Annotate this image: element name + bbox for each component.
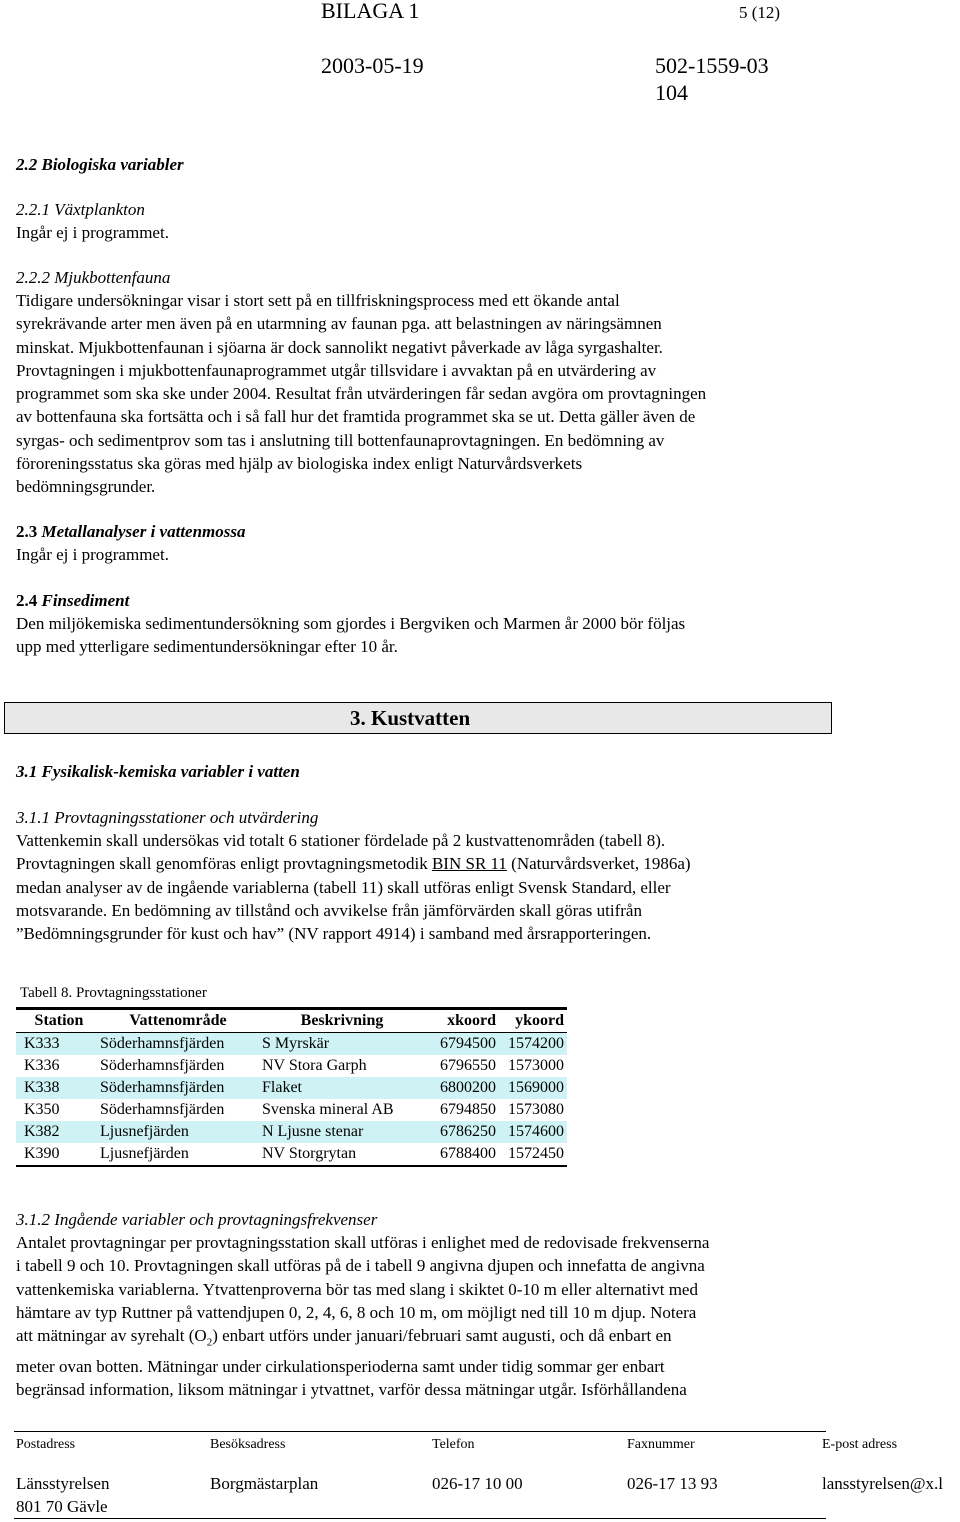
section-body-3-1-2 — [16, 1231, 846, 1401]
table-cell: 1574600 — [496, 1121, 567, 1143]
table-cell: Flaket — [256, 1077, 422, 1099]
table-row — [16, 1055, 567, 1077]
paragraph-line: motsvarande. En bedömning av tillstånd och avvikelse från jämförvärden skall göras utifrån — [16, 900, 642, 920]
table-row — [16, 1033, 567, 1056]
paragraph-line: Vattenkemin skall undersökas vid totalt 6 stationer fördelade på 2 kustvattenområden (tabell 8). — [16, 831, 666, 850]
paragraph-line: minskat. Mjukbottenfaunan i sjöarna är dock sannolikt negativt påverkade av låga syrgashalter. — [16, 337, 663, 357]
table-cell: K336 — [24, 1057, 60, 1074]
paragraph-line: bedömningsgrunder. — [16, 477, 156, 497]
table-cell: N Ljusne stenar — [256, 1121, 422, 1143]
table-cell: NV Storgrytan — [256, 1143, 422, 1166]
text-span: (Naturvårdsverket, 1986a) — [506, 854, 691, 874]
footer-postadress: Länsstyrelsen — [16, 1474, 110, 1493]
footer-label-postadress: Postadress — [16, 1437, 76, 1452]
table-cell: Söderhamnsfjärden — [100, 1057, 225, 1074]
chapter-title: 3. Kustvatten — [350, 706, 471, 730]
section-body-2-4 — [16, 612, 846, 659]
paragraph-line: Den miljökemiska sedimentundersökning som gjordes i Bergviken och Marmen år 2000 bör följas — [16, 614, 686, 633]
paragraph-line — [16, 852, 846, 875]
document-date: 2003-05-19 — [321, 53, 424, 78]
section-text-2-3: Ingår ej i programmet. — [16, 545, 169, 564]
footer-besoksadress: Borgmästarplan — [210, 1474, 319, 1493]
chapter-banner — [4, 702, 832, 734]
footer-label-fax: Faxnummer — [627, 1437, 695, 1452]
paragraph-line: hämtare av typ Ruttner på vattendjupen 0, 2, 4, 6, 8 och 10 m, om möjligt ned till 10 m djup. Notera — [16, 1302, 697, 1322]
footer-postadress-line2: 801 70 Gävle — [16, 1497, 108, 1516]
section-heading-2-2-2: 2.2.2 Mjukbottenfauna — [16, 268, 171, 287]
paragraph-line: Tidigare undersökningar visar i stort sett på en tillfriskningsprocess med ett ökande antal — [16, 291, 620, 310]
table-row — [16, 1099, 567, 1121]
document-title: BILAGA 1 — [321, 0, 420, 23]
paragraph-line: upp med ytterligare sedimentundersökningar efter 10 år. — [16, 637, 398, 657]
table-caption: Tabell 8. Provtagningsstationer — [20, 985, 207, 1001]
table-cell: Ljusnefjärden — [94, 1121, 256, 1143]
column-header: Vattenområde — [94, 1009, 256, 1033]
table-cell: 1569000 — [496, 1077, 567, 1099]
table-cell: 6794850 — [440, 1101, 496, 1118]
text-span: ) enbart utförs under januari/februari samt augusti, och då enbart en — [212, 1326, 672, 1346]
section-title: Metallanalyser i vattenmossa — [41, 522, 246, 541]
table-cell: 6800200 — [422, 1077, 496, 1099]
section-text-2-2-1: Ingår ej i programmet. — [16, 223, 169, 242]
paragraph-line: föroreningsstatus ska göras med hjälp av biologiska index enligt Naturvårdsverkets — [16, 454, 583, 474]
section-heading-2-2: 2.2 Biologiska variabler — [16, 155, 184, 174]
text-span: Provtagningen skall genomföras enligt provtagningsmetodik — [16, 854, 432, 874]
section-body-3-1-1 — [16, 829, 846, 945]
table-header-row — [16, 1009, 567, 1033]
method-link[interactable]: BIN SR 11 — [431, 854, 507, 874]
footer-bottom-rule — [14, 1518, 826, 1519]
table-cell: 1572450 — [496, 1143, 567, 1166]
table-cell: K338 — [16, 1077, 94, 1099]
paragraph-line: syrgas- och sedimentprov som tas i anslutning till bottenfaunaprovtagningen. En bedömning av — [16, 430, 665, 450]
column-header: xkoord — [422, 1009, 496, 1033]
table-cell: Svenska mineral AB — [262, 1101, 394, 1118]
paragraph-line: ”Bedömningsgrunder för kust och hav” (NV rapport 4914) i samband med årsrapporteringen. — [16, 924, 652, 944]
paragraph-line — [16, 1324, 846, 1355]
section-heading-2-4 — [16, 589, 129, 612]
section-number: 2.3 — [16, 522, 38, 541]
table-cell: K382 — [16, 1121, 94, 1143]
paragraph-line: syrekrävande arter men även på en utarmning av faunan pga. att belastningen av näringsämnen — [16, 314, 662, 334]
footer-label-telefon: Telefon — [432, 1437, 475, 1452]
section-heading-3-1-1: 3.1.1 Provtagningsstationer och utvärdering — [16, 808, 319, 827]
table-cell: NV Stora Garph — [262, 1057, 367, 1074]
footer-fax: 026-17 13 93 — [627, 1474, 718, 1493]
table-cell: 1573000 — [508, 1057, 564, 1074]
table-cell: Söderhamnsfjärden — [100, 1101, 225, 1118]
footer-top-rule — [14, 1431, 826, 1432]
footer-label-epost: E-post adress — [822, 1437, 898, 1452]
section-heading-2-2-1: 2.2.1 Växtplankton — [16, 200, 145, 219]
subscript: 2 — [206, 1336, 213, 1349]
table-cell: 6786250 — [422, 1121, 496, 1143]
table-row — [16, 1077, 567, 1099]
table-cell: Söderhamnsfjärden — [94, 1033, 256, 1056]
table-cell: 6788400 — [422, 1143, 496, 1166]
footer-telefon: 026-17 10 00 — [432, 1474, 523, 1493]
document-reference-suffix: 104 — [655, 80, 688, 105]
paragraph-line: vattenkemiska variablerna. Ytvattenproverna bör tas med slang i skiktet 0-10 m eller alternativt med — [16, 1279, 698, 1299]
paragraph-line: av bottenfauna ska fortsätta och i så fall hur det framtida programmet ska se ut. Detta gäller även de — [16, 407, 696, 427]
table-row — [16, 1121, 567, 1143]
table-cell: 1574200 — [496, 1033, 567, 1056]
page-number: 5 (12) — [739, 3, 781, 22]
table-cell: K350 — [24, 1101, 60, 1118]
section-heading-3-1: 3.1 Fysikalisk-kemiska variabler i vatten — [16, 762, 300, 781]
table-row — [16, 1143, 567, 1166]
table-cell: Ljusnefjärden — [94, 1143, 256, 1166]
section-body-2-2-2 — [16, 289, 846, 499]
footer-email[interactable]: lansstyrelsen@x.l — [822, 1474, 943, 1493]
section-number: 2.4 — [16, 591, 38, 610]
section-title: Finsediment — [41, 591, 130, 610]
paragraph-line: medan analyser av de ingående variablerna (tabell 11) skall utföras enligt Svensk Standard, eller — [16, 877, 671, 897]
document-reference: 502-1559-03 — [655, 53, 769, 78]
footer-label-besoksadress: Besöksadress — [210, 1437, 286, 1452]
section-heading-3-1-2: 3.1.2 Ingående variabler och provtagningsfrekvenser — [16, 1210, 378, 1229]
paragraph-line: programmet som ska ske under 2004. Resultat från utvärderingen får sedan avgöra om provtagningen — [16, 384, 707, 404]
paragraph-line: Provtagningen i mjukbottenfaunaprogrammet utgår tillsvidare i avvaktan på en utvärdering av — [16, 360, 657, 380]
text-span: att mätningar av syrehalt (O — [16, 1326, 207, 1346]
table-cell: 1573080 — [508, 1101, 564, 1118]
table-cell: S Myrskär — [256, 1033, 422, 1056]
table-cell: K390 — [16, 1143, 94, 1166]
column-header: ykoord — [496, 1009, 567, 1033]
column-header: Station — [16, 1009, 94, 1033]
table-cell: 6796550 — [440, 1057, 496, 1074]
section-heading-2-3 — [16, 520, 246, 543]
table-cell: 6794500 — [422, 1033, 496, 1056]
stations-table — [16, 1007, 567, 1167]
column-header: Beskrivning — [256, 1009, 422, 1033]
paragraph-line: i tabell 9 och 10. Provtagningen skall utföras på de i tabell 9 angivna djupen och innefatta de angivna — [16, 1256, 705, 1276]
paragraph-line: meter ovan botten. Mätningar under cirkulationsperioderna samt under tidig sommar ger enbart — [16, 1356, 665, 1376]
table-cell: K333 — [16, 1033, 94, 1056]
paragraph-line: begränsad information, liksom mätningar i ytvattnet, varför dessa mätningar utgår. Isförhållandena — [16, 1380, 687, 1400]
table-cell: Söderhamnsfjärden — [94, 1077, 256, 1099]
paragraph-line: Antalet provtagningar per provtagningsstation skall utföras i enlighet med de redovisade frekvenserna — [16, 1233, 710, 1252]
